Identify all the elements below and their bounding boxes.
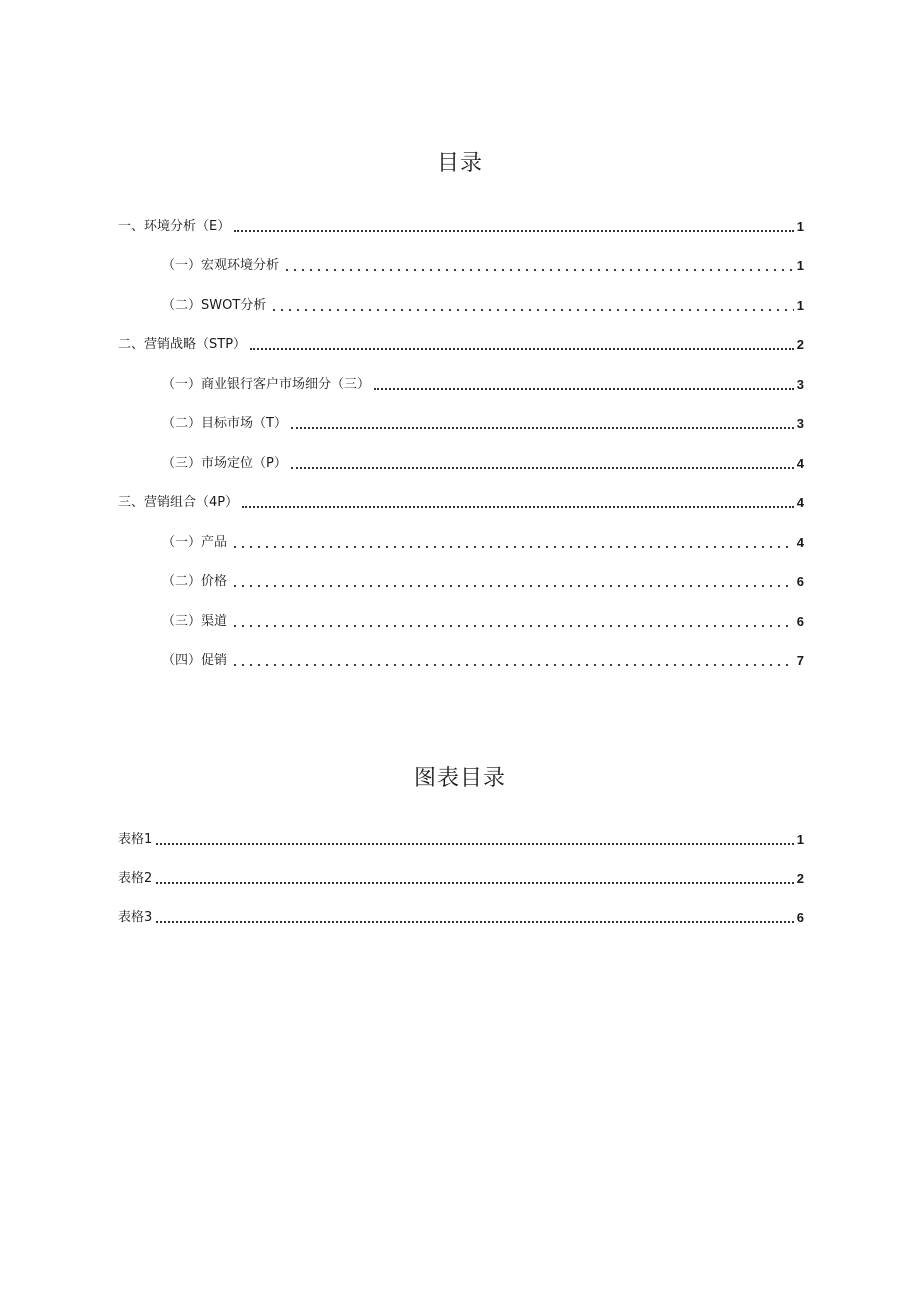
toc-page-number: 6 [796, 613, 804, 629]
toc-page-number: 4 [796, 534, 804, 550]
toc-entry-price[interactable] [118, 553, 804, 593]
figure-page-number: 1 [796, 832, 804, 847]
toc-entry-segmentation[interactable] [118, 355, 804, 395]
dot-leader [291, 467, 794, 469]
toc-entry-promotion[interactable] [118, 632, 804, 672]
toc-entry-swot[interactable] [118, 276, 804, 316]
toc-entry-label: （一）宏观环境分析 [162, 258, 280, 273]
dot-leader [156, 882, 793, 884]
dot-leader [291, 427, 794, 429]
toc-list [118, 197, 804, 671]
figure-entry-table-3[interactable] [118, 889, 804, 928]
toc-entry-label: （二）SWOT分析 [162, 297, 267, 313]
toc-page-number: 7 [796, 653, 804, 668]
dot-leader [156, 843, 793, 845]
figure-entry-label: 表格3 [118, 910, 153, 925]
dot-leader [283, 269, 794, 271]
toc-entry-macro-environment[interactable] [118, 237, 804, 277]
figure-entry-table-1[interactable] [118, 811, 804, 850]
toc-page-number: 1 [796, 258, 804, 273]
toc-entry-label: （三）渠道 [162, 613, 228, 629]
figure-entry-label: 表格2 [118, 871, 153, 886]
dot-leader [242, 506, 794, 508]
figures-title: 图表目录 [413, 766, 506, 791]
toc-entry-label: （二）目标市场（T） [162, 416, 287, 431]
toc-entry-label: （一）产品 [162, 534, 228, 550]
figure-page-number: 6 [796, 910, 804, 925]
dot-leader [250, 348, 794, 350]
toc-page-number: 1 [796, 297, 804, 313]
toc-entry-target-market[interactable] [118, 395, 804, 435]
toc-entry-label: （四）促销 [162, 653, 228, 668]
toc-entry-positioning[interactable] [118, 434, 804, 474]
toc-page-number: 2 [796, 337, 804, 352]
dot-leader [156, 921, 793, 923]
dot-leader [231, 585, 794, 587]
toc-page-number: 4 [796, 455, 804, 471]
dot-leader [270, 309, 793, 311]
toc-entry-marketing-mix[interactable] [118, 474, 804, 514]
toc-entry-label: 二、营销战略（STP） [118, 337, 247, 352]
toc-entry-environment-analysis[interactable] [118, 197, 804, 237]
dot-leader [234, 230, 794, 232]
toc-entry-label: 一、环境分析（E） [118, 218, 231, 234]
toc-entry-marketing-strategy[interactable] [118, 316, 804, 356]
dot-leader [231, 546, 794, 548]
figure-entry-table-2[interactable] [118, 850, 804, 889]
toc-page-number: 4 [796, 495, 804, 510]
toc-page-number: 6 [796, 574, 804, 589]
toc-entry-label: （三）市场定位（P） [162, 455, 287, 471]
figures-list [118, 811, 804, 928]
toc-page-number: 1 [796, 218, 804, 234]
figure-entry-label: 表格1 [118, 832, 153, 847]
toc-entry-label: 三、营销组合（4P） [118, 495, 239, 510]
toc-entry-label: （二）价格 [162, 574, 228, 589]
dot-leader [231, 664, 794, 666]
toc-entry-channel[interactable] [118, 592, 804, 632]
toc-page-number: 3 [796, 416, 804, 431]
dot-leader [374, 388, 794, 390]
toc-entry-product[interactable] [118, 513, 804, 553]
dot-leader [231, 625, 794, 627]
figure-page-number: 2 [796, 871, 804, 886]
toc-title: 目录 [436, 151, 483, 176]
toc-page-number: 3 [796, 376, 804, 392]
toc-entry-label: （一）商业银行客户市场细分（三） [162, 376, 371, 392]
